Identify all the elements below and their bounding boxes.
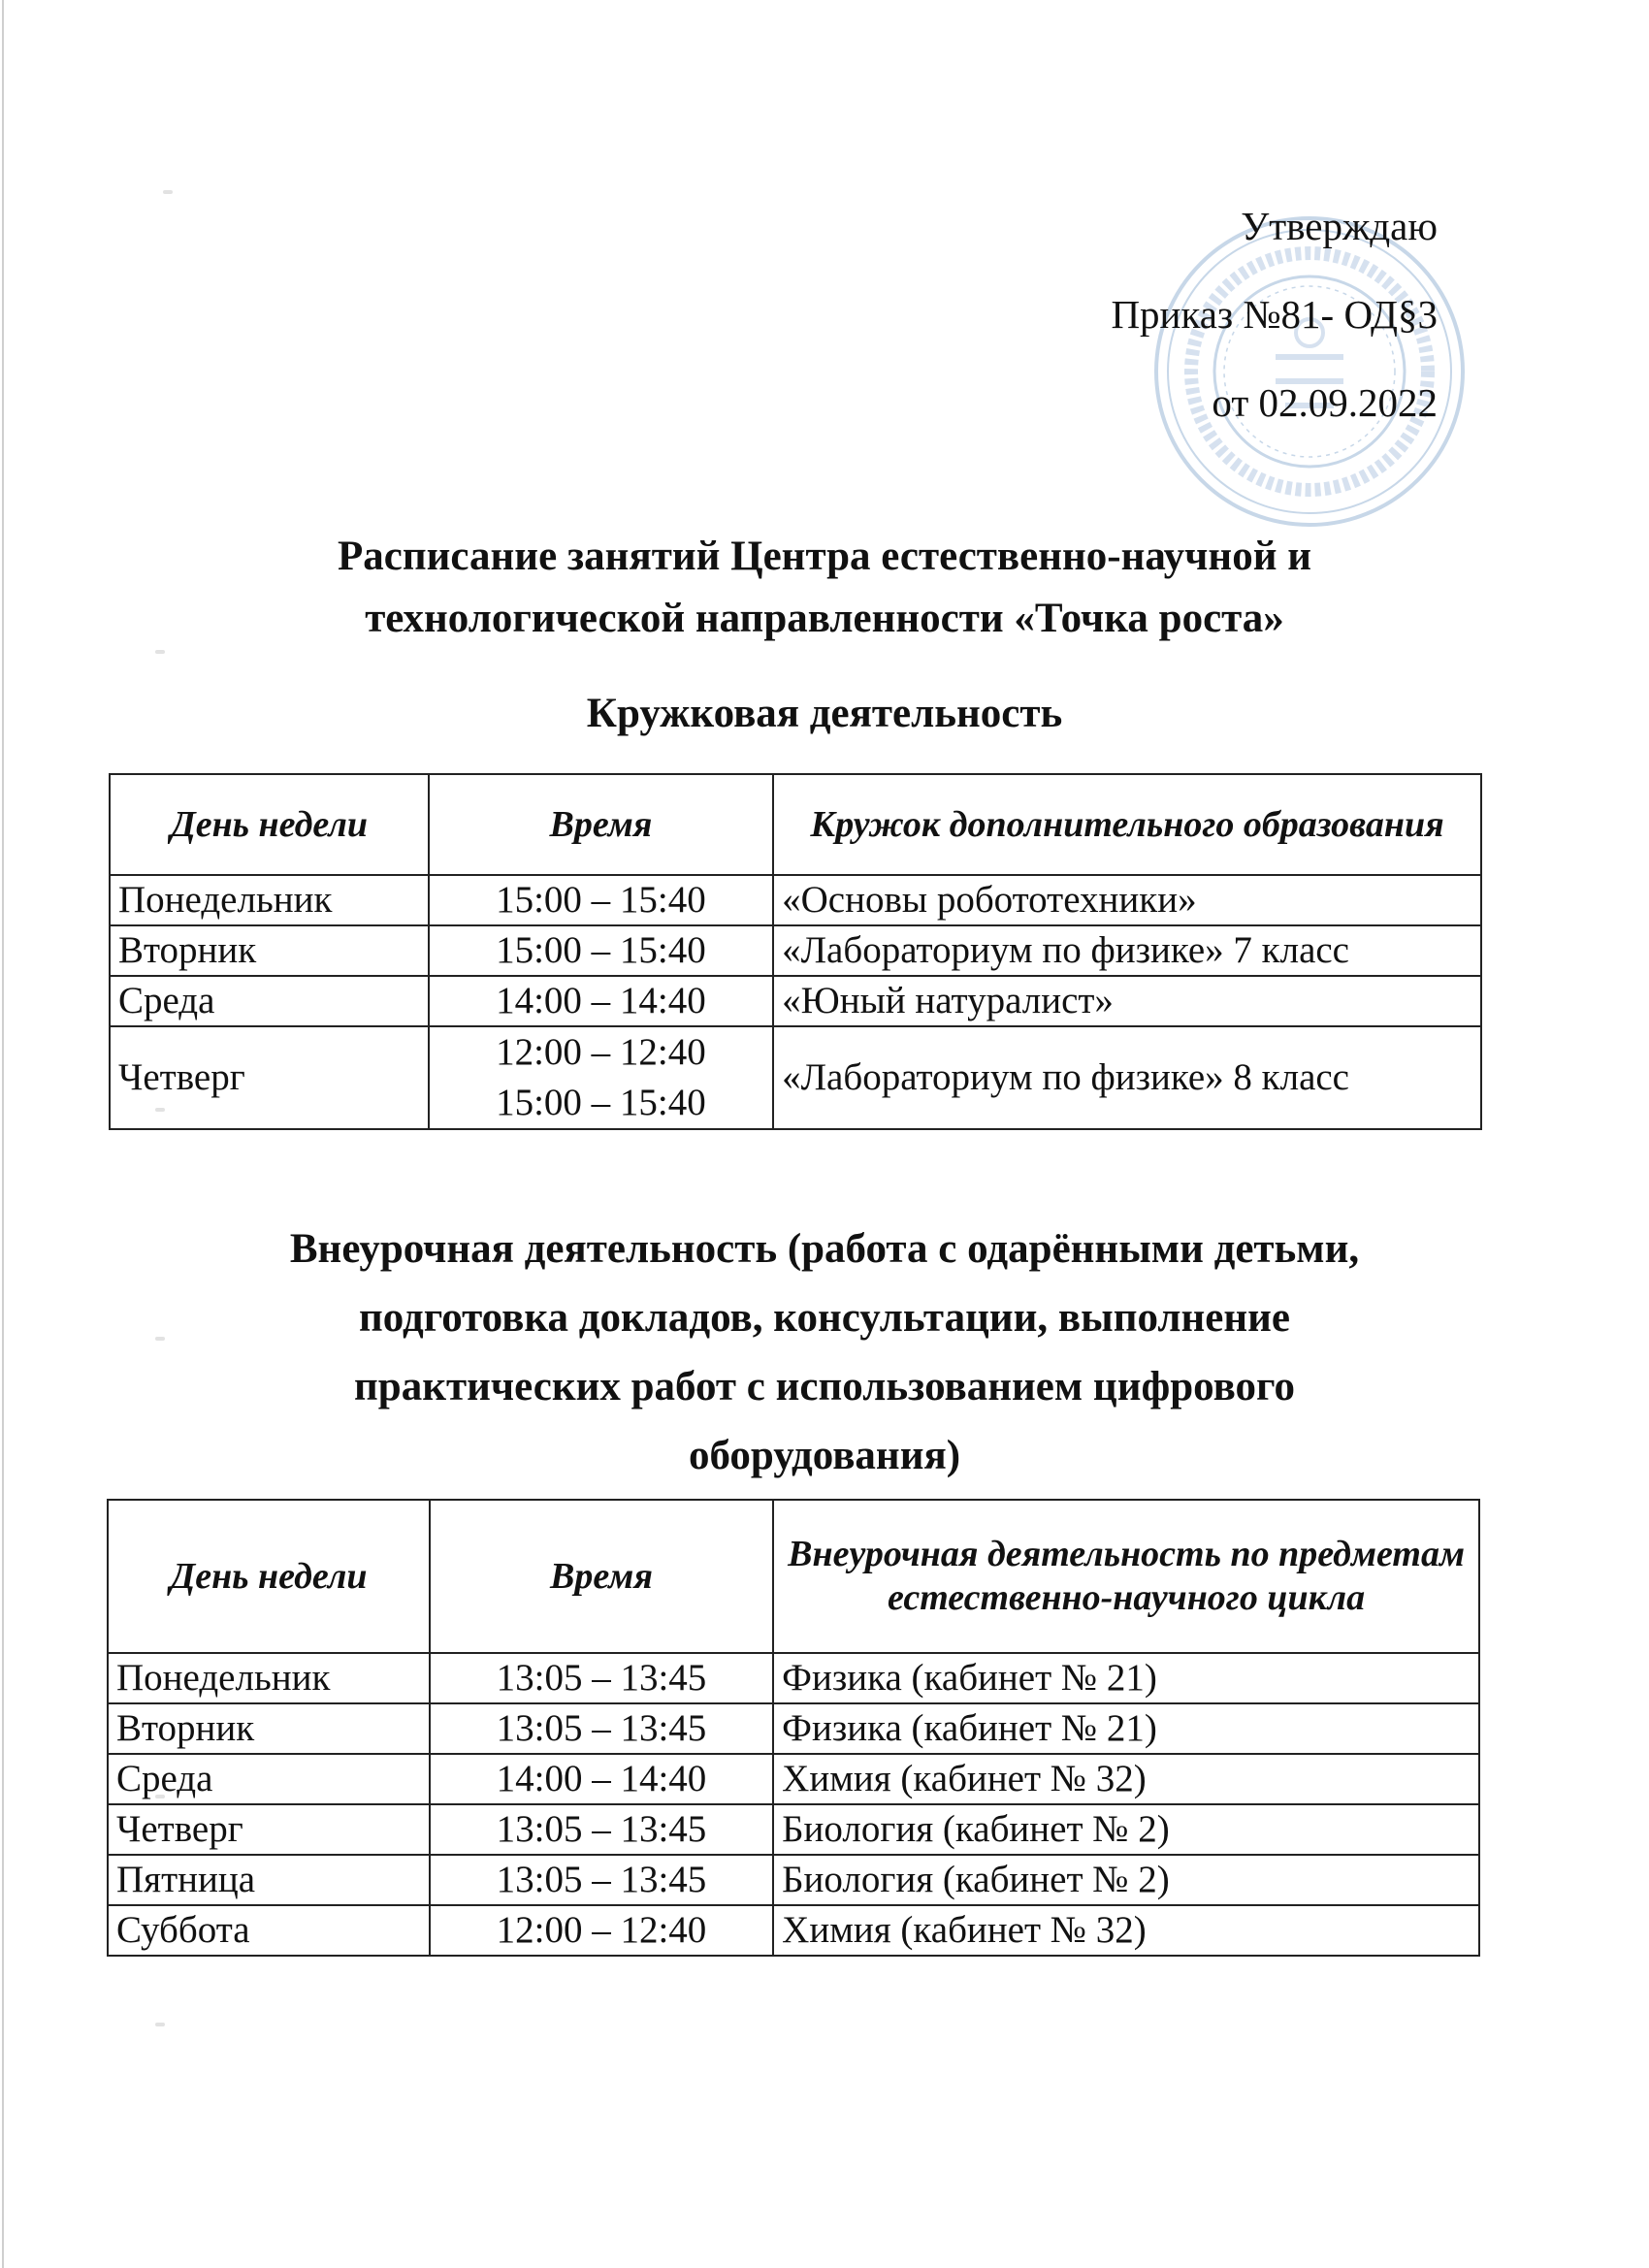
table-row bbox=[110, 925, 1481, 976]
page-title bbox=[0, 526, 1649, 650]
time-cell: 13:05 – 13:45 bbox=[430, 1703, 773, 1754]
section-heading-extracurricular bbox=[0, 1215, 1649, 1490]
time-cell: 15:00 – 15:40 bbox=[429, 925, 773, 976]
table-header-row bbox=[108, 1500, 1479, 1653]
day-cell: Вторник bbox=[110, 925, 429, 976]
time-cell: 12:00 – 12:40 bbox=[430, 1905, 773, 1956]
table-row bbox=[108, 1905, 1479, 1956]
scan-mark bbox=[163, 190, 173, 194]
table-row bbox=[108, 1653, 1479, 1703]
day-cell: Среда bbox=[108, 1754, 430, 1804]
section-heading-line: Внеурочная деятельность (работа с одарёнными детьми, bbox=[289, 1226, 1360, 1272]
approval-block bbox=[1111, 182, 1438, 447]
time-cell: 13:05 – 13:45 bbox=[430, 1804, 773, 1855]
subject-cell: Биология (кабинет № 2) bbox=[773, 1855, 1479, 1905]
page-title-line: Расписание занятий Центра естественно-научной и bbox=[338, 534, 1311, 579]
section-heading-line: практических работ с использованием цифрового bbox=[354, 1364, 1295, 1409]
table-row bbox=[108, 1754, 1479, 1804]
time-cell: 13:05 – 13:45 bbox=[430, 1653, 773, 1703]
clubs-schedule-table bbox=[109, 773, 1482, 1130]
extracurricular-schedule-table bbox=[107, 1499, 1480, 1957]
page-title-line: технологической направленности «Точка роста» bbox=[365, 596, 1284, 641]
section-heading-clubs: Кружковая деятельность bbox=[586, 691, 1063, 736]
order-number: Приказ №81- ОД§3 bbox=[1111, 292, 1438, 337]
section-heading-line: оборудования) bbox=[688, 1433, 961, 1478]
time-cell bbox=[429, 1026, 773, 1129]
time-cell: 14:00 – 14:40 bbox=[429, 976, 773, 1026]
day-cell: Среда bbox=[110, 976, 429, 1026]
table-row bbox=[108, 1855, 1479, 1905]
column-header-time: Время bbox=[430, 1500, 773, 1653]
table-row bbox=[108, 1703, 1479, 1754]
scan-mark bbox=[155, 650, 165, 654]
subject-cell: Химия (кабинет № 32) bbox=[773, 1905, 1479, 1956]
table-row bbox=[110, 1026, 1481, 1129]
scan-edge bbox=[2, 0, 4, 2268]
day-cell: Четверг bbox=[110, 1026, 429, 1129]
subject-cell: Биология (кабинет № 2) bbox=[773, 1804, 1479, 1855]
day-cell: Понедельник bbox=[108, 1653, 430, 1703]
time-cell: 13:05 – 13:45 bbox=[430, 1855, 773, 1905]
club-cell: «Лабораториум по физике» 7 класс bbox=[773, 925, 1481, 976]
time-cell: 14:00 – 14:40 bbox=[430, 1754, 773, 1804]
column-header-club: Кружок дополнительного образования bbox=[773, 774, 1481, 875]
day-cell: Понедельник bbox=[110, 875, 429, 925]
subject-cell: Физика (кабинет № 21) bbox=[773, 1653, 1479, 1703]
order-date: от 02.09.2022 bbox=[1212, 380, 1438, 425]
time-slot: 12:00 – 12:40 bbox=[496, 1031, 706, 1073]
subject-cell: Физика (кабинет № 21) bbox=[773, 1703, 1479, 1754]
section-heading-line: подготовка докладов, консультации, выполнение bbox=[358, 1295, 1291, 1341]
table-row bbox=[108, 1804, 1479, 1855]
column-header-time: Время bbox=[429, 774, 773, 875]
column-header-day: День недели bbox=[110, 774, 429, 875]
club-cell: «Лабораториум по физике» 8 класс bbox=[773, 1026, 1481, 1129]
time-cell: 15:00 – 15:40 bbox=[429, 875, 773, 925]
subject-cell: Химия (кабинет № 32) bbox=[773, 1754, 1479, 1804]
club-cell: «Основы робототехники» bbox=[773, 875, 1481, 925]
day-cell: Вторник bbox=[108, 1703, 430, 1754]
column-header-subject: Внеурочная деятельность по предметам естественно-научного цикла bbox=[773, 1500, 1479, 1653]
approval-label: Утверждаю bbox=[1241, 204, 1438, 248]
column-header-day: День недели bbox=[108, 1500, 430, 1653]
table-row bbox=[110, 976, 1481, 1026]
day-cell: Четверг bbox=[108, 1804, 430, 1855]
table-row bbox=[110, 875, 1481, 925]
day-cell: Пятница bbox=[108, 1855, 430, 1905]
time-slot: 15:00 – 15:40 bbox=[496, 1082, 706, 1123]
day-cell: Суббота bbox=[108, 1905, 430, 1956]
club-cell: «Юный натуралист» bbox=[773, 976, 1481, 1026]
scan-mark bbox=[155, 2023, 165, 2026]
table-header-row bbox=[110, 774, 1481, 875]
